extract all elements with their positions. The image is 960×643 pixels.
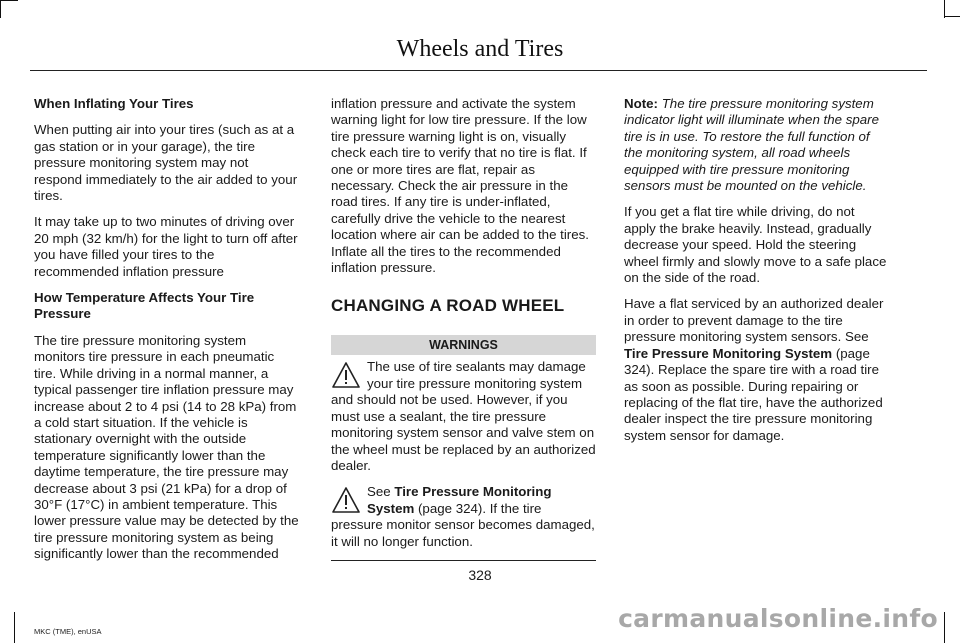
crop-mark bbox=[0, 0, 1, 18]
note bbox=[624, 96, 889, 194]
warning-triangle-icon bbox=[331, 361, 361, 389]
subheading-temperature: How Temperature Affects Your Tire Pressure bbox=[34, 290, 255, 322]
watermark: carmanualsonline.info bbox=[618, 604, 938, 633]
warning-triangle-icon bbox=[331, 486, 361, 514]
warning-text-post: (page 324). If the tire pressure monitor sensor becomes damaged, it will no longer function. bbox=[331, 500, 595, 549]
crop-mark bbox=[14, 612, 15, 643]
page-number: 328 bbox=[468, 567, 492, 583]
warning-text: The use of tire sealants may damage your tire pressure monitoring system and should not be used. However, if you must use a sealant, the tire pressure monitoring system sensor and valve stem on the wheel must be replaced by an authorized dealer. bbox=[331, 359, 596, 473]
crop-mark bbox=[0, 0, 18, 1]
paragraph bbox=[624, 296, 889, 444]
page-title: Wheels and Tires bbox=[396, 36, 564, 62]
paragraph: The tire pressure monitoring system monitors tire pressure in each pneumatic tire. While driving in a normal manner, a typical passenger tire inflation pressure may increase about 2 to 4 psi (14 to 28 kPa) from a cold start situation. If the vehicle is stationary overnight with the outside temperature significantly lower than the daytime temperature, the tire pressure may decrease about 3 psi (21 kPa) for a drop of 30°F (17°C) in ambient temperature. This lower pressure value may be detected by the tire pressure monitoring system as being significantly lower than the recommended bbox=[34, 332, 299, 562]
page-reference-link[interactable]: Tire Pressure Monitoring System bbox=[624, 345, 833, 361]
note-text: The tire pressure monitoring system indicator light will illuminate when the spare tire is in use. To restore the full function of the monitoring system, all road wheels equipped with tire pressure monitoring sensors must be mounted on the vehicle. bbox=[624, 96, 879, 194]
warnings-end-rule bbox=[331, 560, 596, 561]
warning-item bbox=[331, 359, 596, 474]
header-rule bbox=[30, 70, 927, 71]
page-reference-link[interactable]: Tire Pressure Monitoring System bbox=[367, 484, 552, 516]
paragraph: inflation pressure and activate the system warning light for low tire pressure. If the low tire pressure warning light is on, visually check each tire to verify that no tire is flat. If one or more tires are flat, repair as necessary. Check the air pressure in the road tires. If any tire is under-inflated, carefully drive the vehicle to the nearest location where air can be added to the tires. Inflate all the tires to the recommended inflation pressure. bbox=[331, 96, 589, 276]
paragraph-text-post: (page 324). Replace the spare tire with a road tire as soon as possible. During repairing or replacing of the flat tire, have the authorized dealer inspect the tire pressure monitoring system sensor for damage. bbox=[624, 345, 883, 443]
column-left bbox=[34, 96, 299, 573]
note-label: Note: bbox=[624, 96, 658, 111]
subheading-inflating: When Inflating Your Tires bbox=[34, 96, 194, 111]
document-code: MKC (TME), enUSA bbox=[34, 627, 102, 636]
paragraph: If you get a flat tire while driving, do not apply the brake heavily. Instead, gradually decrease your speed. Hold the steering wheel firmly and slowly move to a safe place on the side of the road. bbox=[624, 204, 887, 286]
warnings-banner: WARNINGS bbox=[331, 335, 596, 355]
column-right bbox=[624, 96, 889, 454]
crop-mark bbox=[944, 612, 945, 643]
column-middle bbox=[331, 96, 596, 561]
crop-mark bbox=[944, 16, 960, 17]
warning-text-pre: See bbox=[367, 484, 395, 500]
paragraph: When putting air into your tires (such as at a gas station or in your garage), the tire pressure monitoring system may not respond immediately to the air added to your tires. bbox=[34, 122, 298, 204]
paragraph: It may take up to two minutes of driving over 20 mph (32 km/h) for the light to turn off after you have filled your tires to the recommended inflation pressure bbox=[34, 214, 298, 279]
warning-item bbox=[331, 484, 596, 550]
paragraph-text-pre: Have a flat serviced by an authorized dealer in order to prevent damage to the tire pressure monitoring system sensors. See bbox=[624, 296, 884, 345]
section-heading: CHANGING A ROAD WHEEL bbox=[331, 296, 565, 316]
